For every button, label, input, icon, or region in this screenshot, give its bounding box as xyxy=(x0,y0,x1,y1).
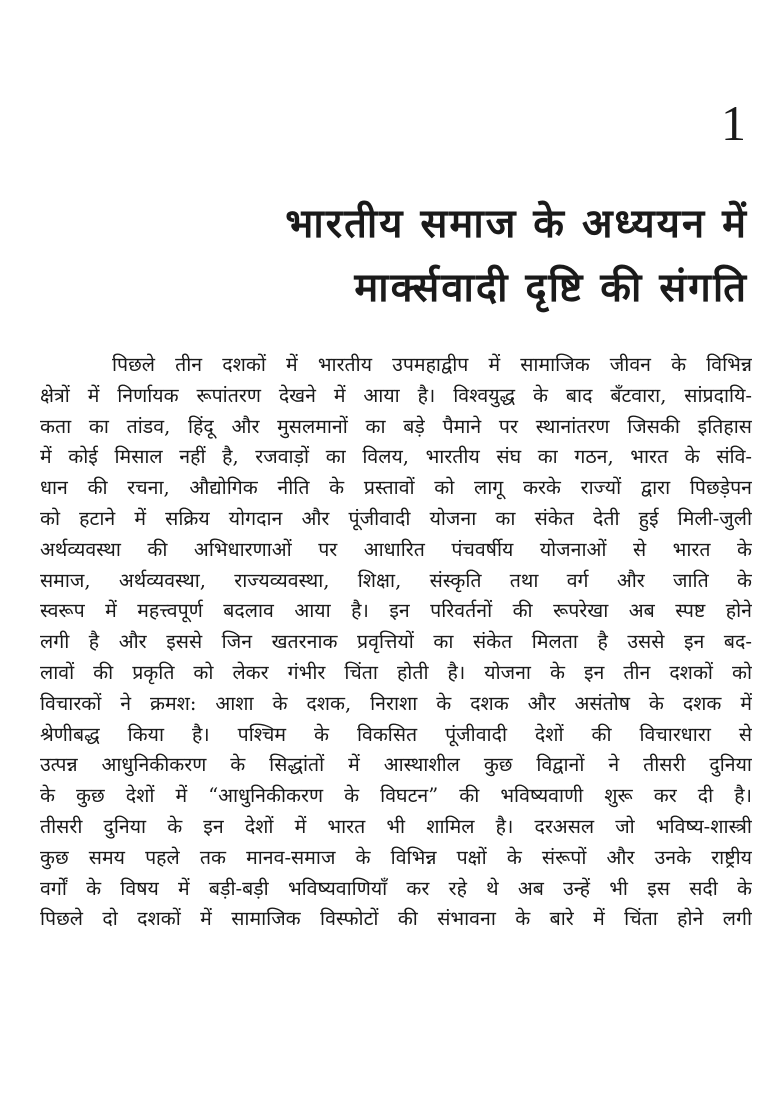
text-line: कुछ समय पहले तक मानव-समाज के विभिन्न पक्षों के संरूपों और उनके राष्ट्रीय xyxy=(40,845,752,869)
text-line: विचारकों ने क्रमश: आशा के दशक, निराशा के दशक और असंतोष के दशक में xyxy=(40,691,752,715)
text-line: कता का तांडव, हिंदू और मुसलमानों का बड़े पैमाने पर स्थानांतरण जिसकी इतिहास xyxy=(40,414,752,438)
chapter-number: 1 xyxy=(721,95,746,151)
text-line: पिछले दो दशकों में सामाजिक विस्फोटों की संभावना के बारे में चिंता होने लगी xyxy=(40,907,752,931)
text-line: तीसरी दुनिया के इन देशों में भारत भी शामिल है। दरअसल जो भविष्य-शास्त्री xyxy=(40,814,752,838)
text-line: वर्गों के विषय में बड़ी-बड़ी भविष्यवाणियाँ कर रहे थे अब उन्हें भी इस सदी के xyxy=(40,876,752,900)
text-line: लगी है और इससे जिन खतरनाक प्रवृत्तियों का संकेत मिलता है उससे इन बद- xyxy=(40,630,752,654)
body-paragraph xyxy=(40,350,752,935)
text-line: श्रेणीबद्ध किया है। पश्चिम के विकसित पूंजीवादी देशों की विचारधारा से xyxy=(40,722,752,746)
chapter-title-line-2: मार्क्सवादी दृष्टि की संगति xyxy=(354,265,748,311)
text-line: में कोई मिसाल नहीं है, रजवाड़ों का विलय, भारतीय संघ का गठन, भारत के संवि- xyxy=(40,445,752,469)
chapter-title-line-1: भारतीय समाज के अध्ययन में xyxy=(285,201,748,247)
text-line: लावों की प्रकृति को लेकर गंभीर चिंता होती है। योजना के इन तीन दशकों को xyxy=(40,660,752,684)
text-line: अर्थव्यवस्था की अभिधारणाओं पर आधारित पंचवर्षीय योजनाओं से भारत के xyxy=(40,537,752,561)
text-line: समाज, अर्थव्यवस्था, राज्यव्यवस्था, शिक्षा, संस्कृति तथा वर्ग और जाति के xyxy=(40,568,752,592)
text-line: धान की रचना, औद्योगिक नीति के प्रस्तावों को लागू करके राज्यों द्वारा पिछड़ेपन xyxy=(40,476,752,500)
text-line: स्वरूप में महत्त्वपूर्ण बदलाव आया है। इन परिवर्तनों की रूपरेखा अब स्पष्ट होने xyxy=(40,599,752,623)
text-line: को हटाने में सक्रिय योगदान और पूंजीवादी योजना का संकेत देती हुई मिली-जुली xyxy=(40,506,752,530)
text-line: उत्पन्न आधुनिकीकरण के सिद्धांतों में आस्थाशील कुछ विद्वानों ने तीसरी दुनिया xyxy=(40,753,752,777)
text-line: क्षेत्रों में निर्णायक रूपांतरण देखने में आया है। विश्वयुद्ध के बाद बँटवारा, सांप्रदायि- xyxy=(40,383,752,407)
text-line: के कुछ देशों में “आधुनिकीकरण के विघटन” की भविष्यवाणी शुरू कर दी है। xyxy=(40,784,752,808)
text-line: पिछले तीन दशकों में भारतीय उपमहाद्वीप में सामाजिक जीवन के विभिन्न xyxy=(112,353,752,376)
